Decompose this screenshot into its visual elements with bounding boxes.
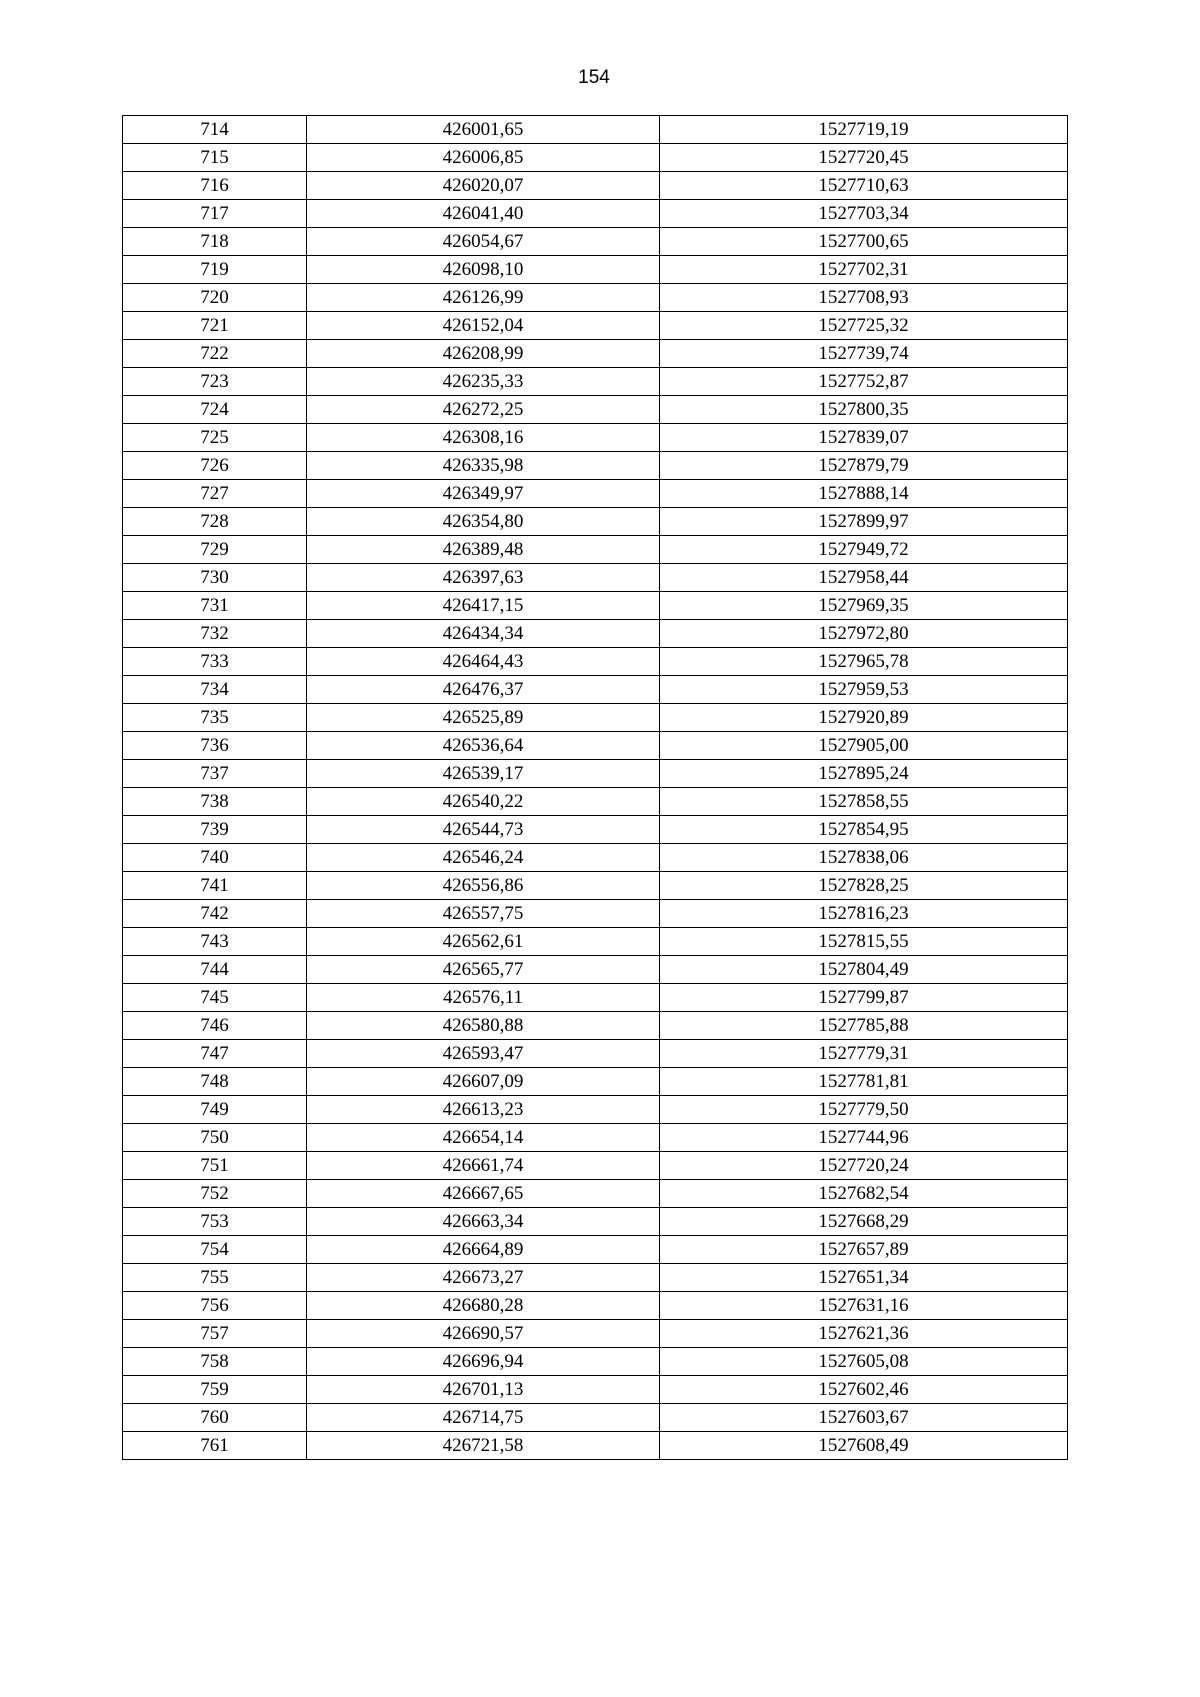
x-coordinate-cell: 426721,58 [307, 1432, 660, 1460]
point-number-cell: 749 [123, 1096, 307, 1124]
y-coordinate-cell: 1527838,06 [660, 844, 1068, 872]
point-number-cell: 728 [123, 508, 307, 536]
x-coordinate-cell: 426001,65 [307, 116, 660, 144]
y-coordinate-cell: 1527621,36 [660, 1320, 1068, 1348]
x-coordinate-cell: 426354,80 [307, 508, 660, 536]
table-row [123, 984, 1068, 1012]
table-row [123, 116, 1068, 144]
point-number-cell: 729 [123, 536, 307, 564]
y-coordinate-cell: 1527708,93 [660, 284, 1068, 312]
y-coordinate-cell: 1527804,49 [660, 956, 1068, 984]
y-coordinate-cell: 1527608,49 [660, 1432, 1068, 1460]
y-coordinate-cell: 1527752,87 [660, 368, 1068, 396]
table-row [123, 1208, 1068, 1236]
y-coordinate-cell: 1527815,55 [660, 928, 1068, 956]
coordinates-table-body [123, 116, 1068, 1460]
table-row [123, 732, 1068, 760]
point-number-cell: 722 [123, 340, 307, 368]
point-number-cell: 743 [123, 928, 307, 956]
y-coordinate-cell: 1527888,14 [660, 480, 1068, 508]
x-coordinate-cell: 426593,47 [307, 1040, 660, 1068]
point-number-cell: 734 [123, 676, 307, 704]
table-row [123, 1236, 1068, 1264]
table-row [123, 1264, 1068, 1292]
table-row [123, 480, 1068, 508]
table-row [123, 760, 1068, 788]
point-number-cell: 761 [123, 1432, 307, 1460]
table-row [123, 340, 1068, 368]
x-coordinate-cell: 426556,86 [307, 872, 660, 900]
table-row [123, 620, 1068, 648]
table-row [123, 368, 1068, 396]
table-row [123, 1096, 1068, 1124]
table-row [123, 452, 1068, 480]
point-number-cell: 737 [123, 760, 307, 788]
x-coordinate-cell: 426664,89 [307, 1236, 660, 1264]
y-coordinate-cell: 1527799,87 [660, 984, 1068, 1012]
table-row [123, 508, 1068, 536]
point-number-cell: 727 [123, 480, 307, 508]
table-row [123, 424, 1068, 452]
point-number-cell: 748 [123, 1068, 307, 1096]
y-coordinate-cell: 1527602,46 [660, 1376, 1068, 1404]
point-number-cell: 754 [123, 1236, 307, 1264]
table-row [123, 1376, 1068, 1404]
x-coordinate-cell: 426208,99 [307, 340, 660, 368]
table-row [123, 676, 1068, 704]
x-coordinate-cell: 426397,63 [307, 564, 660, 592]
table-row [123, 1152, 1068, 1180]
x-coordinate-cell: 426020,07 [307, 172, 660, 200]
table-row [123, 312, 1068, 340]
x-coordinate-cell: 426272,25 [307, 396, 660, 424]
table-row [123, 1348, 1068, 1376]
x-coordinate-cell: 426654,14 [307, 1124, 660, 1152]
x-coordinate-cell: 426152,04 [307, 312, 660, 340]
table-row [123, 172, 1068, 200]
y-coordinate-cell: 1527854,95 [660, 816, 1068, 844]
table-row [123, 1432, 1068, 1460]
y-coordinate-cell: 1527816,23 [660, 900, 1068, 928]
point-number-cell: 720 [123, 284, 307, 312]
point-number-cell: 750 [123, 1124, 307, 1152]
point-number-cell: 731 [123, 592, 307, 620]
x-coordinate-cell: 426580,88 [307, 1012, 660, 1040]
y-coordinate-cell: 1527858,55 [660, 788, 1068, 816]
table-row [123, 1124, 1068, 1152]
y-coordinate-cell: 1527651,34 [660, 1264, 1068, 1292]
point-number-cell: 715 [123, 144, 307, 172]
x-coordinate-cell: 426565,77 [307, 956, 660, 984]
table-row [123, 788, 1068, 816]
y-coordinate-cell: 1527668,29 [660, 1208, 1068, 1236]
x-coordinate-cell: 426562,61 [307, 928, 660, 956]
x-coordinate-cell: 426667,65 [307, 1180, 660, 1208]
x-coordinate-cell: 426663,34 [307, 1208, 660, 1236]
point-number-cell: 757 [123, 1320, 307, 1348]
y-coordinate-cell: 1527905,00 [660, 732, 1068, 760]
y-coordinate-cell: 1527949,72 [660, 536, 1068, 564]
y-coordinate-cell: 1527779,31 [660, 1040, 1068, 1068]
point-number-cell: 742 [123, 900, 307, 928]
x-coordinate-cell: 426525,89 [307, 704, 660, 732]
point-number-cell: 721 [123, 312, 307, 340]
y-coordinate-cell: 1527710,63 [660, 172, 1068, 200]
point-number-cell: 717 [123, 200, 307, 228]
y-coordinate-cell: 1527965,78 [660, 648, 1068, 676]
point-number-cell: 758 [123, 1348, 307, 1376]
x-coordinate-cell: 426613,23 [307, 1096, 660, 1124]
point-number-cell: 716 [123, 172, 307, 200]
point-number-cell: 718 [123, 228, 307, 256]
point-number-cell: 751 [123, 1152, 307, 1180]
table-row [123, 1040, 1068, 1068]
table-row [123, 844, 1068, 872]
table-row [123, 1292, 1068, 1320]
table-row [123, 536, 1068, 564]
point-number-cell: 733 [123, 648, 307, 676]
point-number-cell: 736 [123, 732, 307, 760]
table-row [123, 1012, 1068, 1040]
x-coordinate-cell: 426536,64 [307, 732, 660, 760]
point-number-cell: 726 [123, 452, 307, 480]
table-row [123, 564, 1068, 592]
y-coordinate-cell: 1527720,24 [660, 1152, 1068, 1180]
table-row [123, 284, 1068, 312]
table-row [123, 228, 1068, 256]
table-row [123, 928, 1068, 956]
y-coordinate-cell: 1527779,50 [660, 1096, 1068, 1124]
x-coordinate-cell: 426434,34 [307, 620, 660, 648]
y-coordinate-cell: 1527781,81 [660, 1068, 1068, 1096]
y-coordinate-cell: 1527744,96 [660, 1124, 1068, 1152]
x-coordinate-cell: 426054,67 [307, 228, 660, 256]
y-coordinate-cell: 1527631,16 [660, 1292, 1068, 1320]
y-coordinate-cell: 1527739,74 [660, 340, 1068, 368]
x-coordinate-cell: 426417,15 [307, 592, 660, 620]
y-coordinate-cell: 1527703,34 [660, 200, 1068, 228]
point-number-cell: 724 [123, 396, 307, 424]
point-number-cell: 738 [123, 788, 307, 816]
x-coordinate-cell: 426680,28 [307, 1292, 660, 1320]
x-coordinate-cell: 426335,98 [307, 452, 660, 480]
x-coordinate-cell: 426544,73 [307, 816, 660, 844]
x-coordinate-cell: 426235,33 [307, 368, 660, 396]
point-number-cell: 723 [123, 368, 307, 396]
point-number-cell: 741 [123, 872, 307, 900]
table-row [123, 704, 1068, 732]
x-coordinate-cell: 426540,22 [307, 788, 660, 816]
y-coordinate-cell: 1527920,89 [660, 704, 1068, 732]
x-coordinate-cell: 426098,10 [307, 256, 660, 284]
point-number-cell: 759 [123, 1376, 307, 1404]
point-number-cell: 730 [123, 564, 307, 592]
point-number-cell: 756 [123, 1292, 307, 1320]
point-number-cell: 752 [123, 1180, 307, 1208]
table-row [123, 816, 1068, 844]
x-coordinate-cell: 426696,94 [307, 1348, 660, 1376]
table-row [123, 396, 1068, 424]
point-number-cell: 725 [123, 424, 307, 452]
y-coordinate-cell: 1527700,65 [660, 228, 1068, 256]
y-coordinate-cell: 1527899,97 [660, 508, 1068, 536]
y-coordinate-cell: 1527958,44 [660, 564, 1068, 592]
y-coordinate-cell: 1527702,31 [660, 256, 1068, 284]
y-coordinate-cell: 1527828,25 [660, 872, 1068, 900]
table-row [123, 956, 1068, 984]
point-number-cell: 739 [123, 816, 307, 844]
point-number-cell: 747 [123, 1040, 307, 1068]
x-coordinate-cell: 426576,11 [307, 984, 660, 1012]
y-coordinate-cell: 1527879,79 [660, 452, 1068, 480]
x-coordinate-cell: 426701,13 [307, 1376, 660, 1404]
table-row [123, 1180, 1068, 1208]
y-coordinate-cell: 1527895,24 [660, 760, 1068, 788]
point-number-cell: 714 [123, 116, 307, 144]
x-coordinate-cell: 426349,97 [307, 480, 660, 508]
y-coordinate-cell: 1527719,19 [660, 116, 1068, 144]
table-row [123, 648, 1068, 676]
x-coordinate-cell: 426557,75 [307, 900, 660, 928]
table-row [123, 900, 1068, 928]
point-number-cell: 753 [123, 1208, 307, 1236]
point-number-cell: 735 [123, 704, 307, 732]
x-coordinate-cell: 426546,24 [307, 844, 660, 872]
point-number-cell: 760 [123, 1404, 307, 1432]
point-number-cell: 719 [123, 256, 307, 284]
table-row [123, 1404, 1068, 1432]
y-coordinate-cell: 1527657,89 [660, 1236, 1068, 1264]
y-coordinate-cell: 1527682,54 [660, 1180, 1068, 1208]
x-coordinate-cell: 426464,43 [307, 648, 660, 676]
x-coordinate-cell: 426673,27 [307, 1264, 660, 1292]
table-row [123, 1320, 1068, 1348]
x-coordinate-cell: 426690,57 [307, 1320, 660, 1348]
table-row [123, 592, 1068, 620]
y-coordinate-cell: 1527725,32 [660, 312, 1068, 340]
table-row [123, 200, 1068, 228]
x-coordinate-cell: 426714,75 [307, 1404, 660, 1432]
y-coordinate-cell: 1527605,08 [660, 1348, 1068, 1376]
y-coordinate-cell: 1527720,45 [660, 144, 1068, 172]
x-coordinate-cell: 426308,16 [307, 424, 660, 452]
coordinates-table [122, 115, 1068, 1460]
x-coordinate-cell: 426041,40 [307, 200, 660, 228]
point-number-cell: 732 [123, 620, 307, 648]
x-coordinate-cell: 426661,74 [307, 1152, 660, 1180]
page-number: 154 [578, 67, 610, 88]
table-row [123, 1068, 1068, 1096]
y-coordinate-cell: 1527603,67 [660, 1404, 1068, 1432]
y-coordinate-cell: 1527839,07 [660, 424, 1068, 452]
point-number-cell: 740 [123, 844, 307, 872]
point-number-cell: 746 [123, 1012, 307, 1040]
y-coordinate-cell: 1527785,88 [660, 1012, 1068, 1040]
point-number-cell: 755 [123, 1264, 307, 1292]
x-coordinate-cell: 426476,37 [307, 676, 660, 704]
table-row [123, 256, 1068, 284]
y-coordinate-cell: 1527972,80 [660, 620, 1068, 648]
point-number-cell: 744 [123, 956, 307, 984]
x-coordinate-cell: 426607,09 [307, 1068, 660, 1096]
y-coordinate-cell: 1527959,53 [660, 676, 1068, 704]
y-coordinate-cell: 1527800,35 [660, 396, 1068, 424]
x-coordinate-cell: 426126,99 [307, 284, 660, 312]
table-row [123, 872, 1068, 900]
point-number-cell: 745 [123, 984, 307, 1012]
y-coordinate-cell: 1527969,35 [660, 592, 1068, 620]
table-row [123, 144, 1068, 172]
x-coordinate-cell: 426006,85 [307, 144, 660, 172]
x-coordinate-cell: 426539,17 [307, 760, 660, 788]
x-coordinate-cell: 426389,48 [307, 536, 660, 564]
